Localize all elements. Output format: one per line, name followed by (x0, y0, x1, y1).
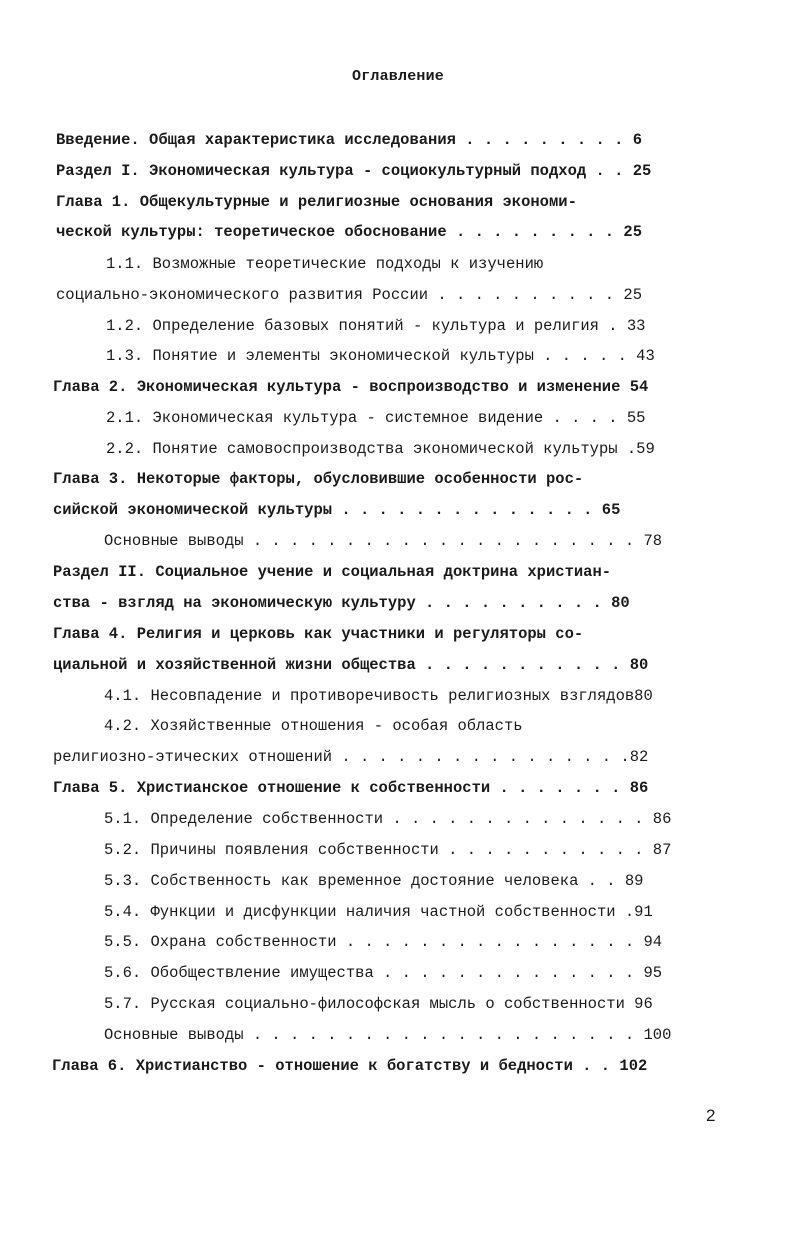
toc-entry: Основные выводы . . . . . . . . . . . . . . . . . . . . . 100 (104, 1026, 672, 1044)
toc-entry: 2.2. Понятие самовоспроизводства экономической культуры .59 (106, 440, 655, 458)
toc-entry: 1.1. Возможные теоретические подходы к изучению (106, 255, 544, 273)
toc-entry: Глава 2. Экономическая культура - воспроизводство и изменение 54 (53, 378, 649, 396)
toc-entry: 1.3. Понятие и элементы экономической культуры . . . . . 43 (106, 347, 655, 365)
toc-entry: Раздел I. Экономическая культура - социокультурный подход . . 25 (56, 162, 652, 180)
toc-entry: 4.2. Хозяйственные отношения - особая область (104, 717, 523, 735)
toc-entry: 5.2. Причины появления собственности . . . . . . . . . . . 87 (104, 841, 672, 859)
toc-entry: Глава 6. Христианство - отношение к богатству и бедности . . 102 (52, 1057, 648, 1075)
toc-entry: 5.1. Определение собственности . . . . . . . . . . . . . . 86 (104, 810, 672, 828)
toc-entry: сийской экономической культуры . . . . . . . . . . . . . . 65 (53, 501, 621, 519)
toc-entry: религиозно-этических отношений . . . . . . . . . . . . . . . .82 (53, 748, 649, 766)
toc-entry: 1.2. Определение базовых понятий - культура и религия . 33 (106, 317, 646, 335)
toc-entry: Глава 1. Общекультурные и религиозные основания экономи- (56, 193, 577, 211)
page-number: 2 (706, 1106, 716, 1125)
toc-entry: Введение. Общая характеристика исследования . . . . . . . . . 6 (56, 131, 642, 149)
toc-entry: циальной и хозяйственной жизни общества . . . . . . . . . . . 80 (53, 656, 649, 674)
toc-entry: 5.5. Охрана собственности . . . . . . . . . . . . . . . . 94 (104, 933, 663, 951)
toc-entry: 5.7. Русская социально-философская мысль о собственности 96 (104, 995, 653, 1013)
toc-entry: Глава 4. Религия и церковь как участники и регуляторы со- (53, 625, 584, 643)
toc-entry: Глава 3. Некоторые факторы, обусловившие особенности рос- (53, 470, 584, 488)
toc-entry: Глава 5. Христианское отношение к собственности . . . . . . . 86 (53, 779, 649, 797)
toc-entry: ческой культуры: теоретическое обоснование . . . . . . . . . 25 (56, 223, 642, 241)
page-title: Оглавление (351, 68, 444, 85)
toc-entry: 2.1. Экономическая культура - системное видение . . . . 55 (106, 409, 646, 427)
toc-entry: 5.6. Обобществление имущества . . . . . . . . . . . . . . 95 (104, 964, 663, 982)
toc-entry: 4.1. Несовпадение и противоречивость религиозных взглядов80 (104, 687, 653, 705)
toc-entry: социально-экономического развития России . . . . . . . . . . 25 (56, 286, 642, 304)
toc-entry: ства - взгляд на экономическую культуру . . . . . . . . . . 80 (53, 594, 630, 612)
toc-entry: 5.4. Функции и дисфункции наличия частной собственности .91 (104, 903, 653, 921)
toc-entry: Основные выводы . . . . . . . . . . . . . . . . . . . . . 78 (104, 532, 663, 550)
toc-entry: 5.3. Собственность как временное достояние человека . . 89 (104, 872, 644, 890)
toc-entry: Раздел II. Социальное учение и социальная доктрина христиан- (53, 563, 612, 581)
